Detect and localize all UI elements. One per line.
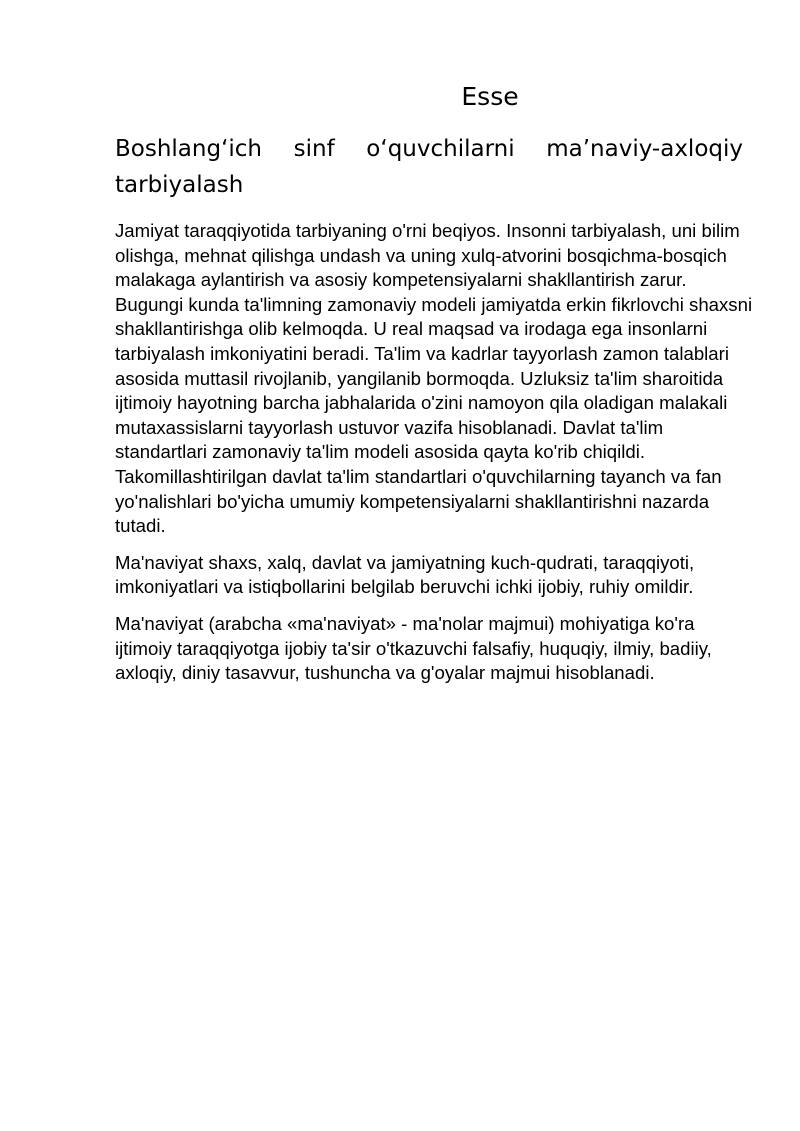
document-body	[115, 219, 755, 698]
body-paragraph-3: Ma'naviyat (arabcha «ma'naviyat» - ma'nolar majmui) mohiyatiga ko'ra ijtimoiy taraqqiyotga ijobiy ta'sir o'tkazuvchi falsafiy, huquqiy, ilmiy, badiiy, axloqiy, diniy tasavvur, tushuncha va g'oyalar majmui hisoblanadi.	[115, 612, 712, 684]
document-subtitle: Boshlang‘ich sinf o‘quvchilarni ma’naviy-axloqiy tarbiyalash	[115, 136, 743, 198]
document-title: Esse	[461, 82, 519, 111]
body-paragraph-2: Ma'naviyat shaxs, xalq, davlat va jamiyatning kuch-qudrati, taraqqiyoti, imkoniyatlari va istiqbollarini belgilab beruvchi ichki ijobiy, ruhiy omildir.	[115, 551, 695, 598]
body-paragraph-1: Jamiyat taraqqiyotida tarbiyaning o'rni beqiyos. Insonni tarbiyalash, uni bilim olishga, mehnat qilishga undash va uning xulq-atvorini bosqichma-bosqich malakaga aylantirish va asosiy kompetensiyalarni shakllantirish zarur. Bugungi kunda ta'limning zamonaviy modeli jamiyatda erkin fikrlovchi shaxsni shakllantirishga olib kelmoqda. U real maqsad va irodaga ega insonlarni tarbiyalash imkoniyatini beradi. Ta'lim va kadrlar tayyorlash zamon talablari asosida muttasil rivojlanib, yangilanib bormoqda. Uzluksiz ta'lim sharoitida ijtimoiy hayotning barcha jabhalarida o'zini namoyon qila oladigan malakali mutaxassislarni tayyorlash ustuvor vazifa hisoblanadi. Davlat ta'lim standartlari zamonaviy ta'lim modeli asosida qayta ko'rib chiqildi. Takomillashtirilgan davlat ta'lim standartlari o'quvchilarning tayanch va fan yo'nalishlari bo'yicha umumiy kompetensiyalarni shakllantirishni nazarda tutadi.	[115, 220, 753, 537]
